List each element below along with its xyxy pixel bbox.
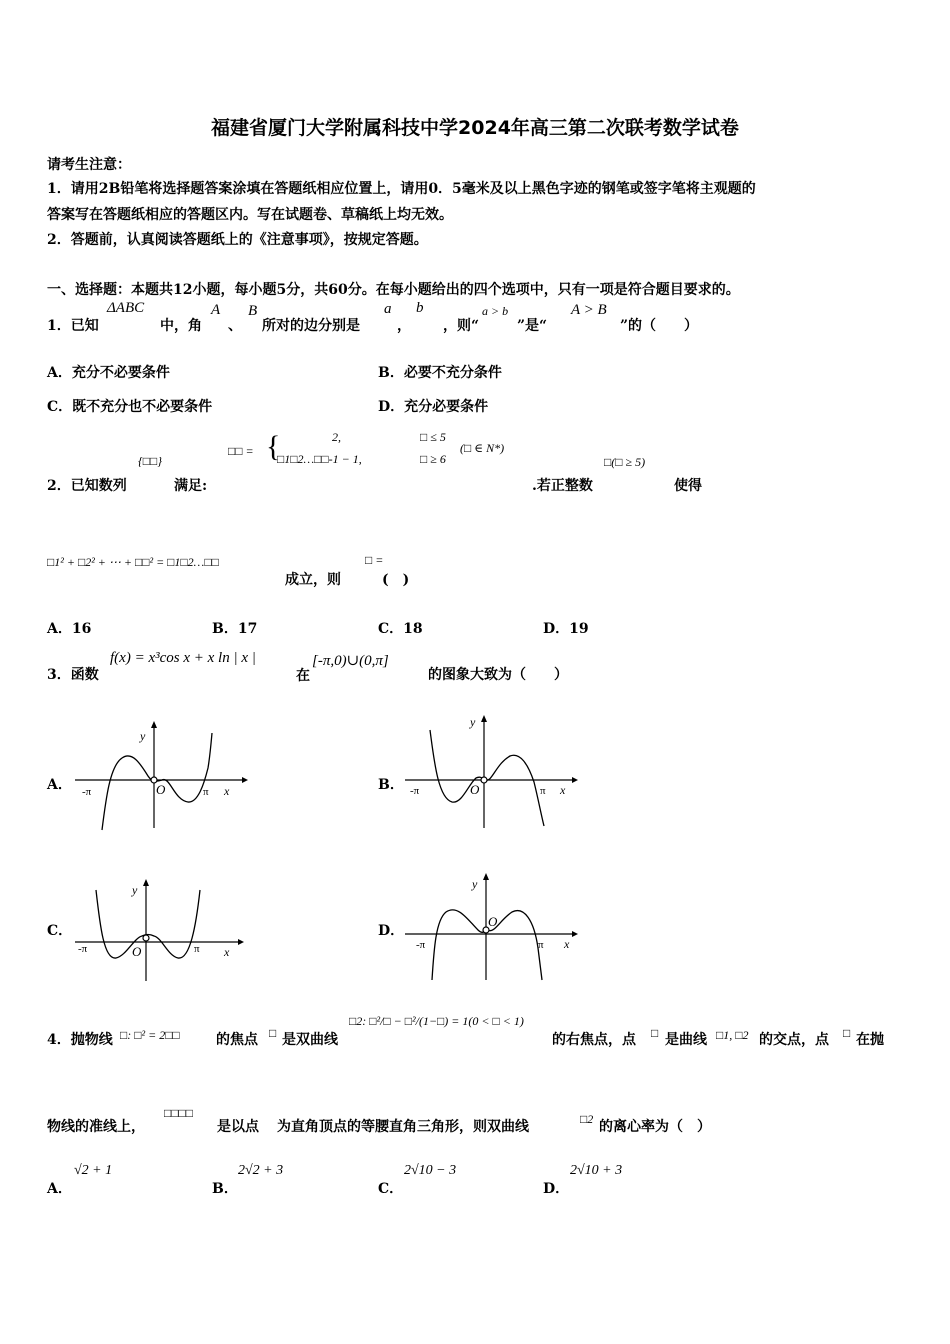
q4-math-triangle: □□□□ [164, 1106, 193, 1120]
q4-option-d-value: 2√10 + 3 [570, 1163, 623, 1178]
notice-line-2: 答案写在答题纸相应的答题区内。写在试题卷、草稿纸上均无效。 [47, 207, 453, 223]
q2-math-case2-cond: □ ≥ 6 [420, 452, 446, 466]
origin-label: O [488, 914, 498, 929]
axis-y-label: y [470, 715, 476, 729]
pi-label: π [203, 786, 209, 798]
q3-option-a[interactable]: A． [47, 777, 72, 793]
q4-text: 是曲线 [665, 1032, 707, 1048]
section-heading: 一、选择题：本题共12小题，每小题5分，共60分。在每小题给出的四个选项中，只有一项是符合题目要求的。 [47, 282, 740, 298]
pi-label: π [538, 939, 544, 951]
q2-text: ( ) [382, 572, 410, 588]
q4-math-P: □ [651, 1026, 659, 1040]
q1-math-A: A [211, 302, 221, 318]
q2-text: 满足: [174, 478, 208, 494]
axis-y-label: y [132, 883, 138, 897]
q2-text: .若正整数 [532, 478, 593, 494]
q1-math-B: B [248, 303, 258, 319]
q4-text: 的右焦点，点 [552, 1032, 636, 1048]
q1-option-a[interactable]: A．充分不必要条件 [47, 365, 170, 381]
neg-pi-label: -π [82, 786, 92, 798]
q4-text: 的焦点 [216, 1032, 258, 1048]
neg-pi-label: -π [410, 785, 420, 797]
q3-math-function: f(x) = x³cos x + x ln | x | [110, 650, 256, 666]
q4-math-parabola: □: □² = 2□□ [120, 1028, 180, 1042]
q2-math-def-lhs: □□ = [228, 444, 254, 458]
axis-x-label: x [224, 784, 230, 798]
q1-text: 中，角 [160, 318, 202, 334]
q2-option-b[interactable]: B．17 [212, 621, 258, 637]
q3-graph-c [70, 876, 250, 986]
q1-math-A-gt-B: A > B [571, 302, 607, 318]
q2-option-c[interactable]: C．18 [378, 621, 423, 637]
q4-text: 物线的准线上， [47, 1119, 145, 1135]
q3-graph-b [400, 710, 580, 830]
q4-option-c-value: 2√10 − 3 [404, 1163, 457, 1178]
q4-option-b[interactable]: B． [212, 1181, 238, 1197]
q3-text: 在 [296, 668, 310, 684]
q4-text: 的交点，点 [759, 1032, 829, 1048]
origin-label: O [470, 782, 480, 797]
q4-math-hyperbola: □2: □²/□ − □²/(1−□) = 1(0 < □ < 1) [349, 1014, 524, 1028]
q4-option-b-value: 2√2 + 3 [238, 1163, 284, 1178]
q1-text: 、 [228, 318, 242, 334]
q4-option-a-value: √2 + 1 [74, 1163, 113, 1178]
q1-option-c[interactable]: C．既不充分也不必要条件 [47, 399, 213, 415]
q4-option-d[interactable]: D． [543, 1181, 570, 1197]
q1-math-a-gt-b: a > b [482, 304, 509, 318]
q2-brace-icon: { [266, 430, 281, 463]
notice-line-3: 2．答题前，认真阅读答题纸上的《注意事项》，按规定答题。 [47, 232, 428, 248]
q1-text: ”是“ [517, 318, 548, 334]
q1-option-d[interactable]: D．充分必要条件 [378, 399, 489, 415]
q2-text: 使得 [674, 478, 702, 494]
pi-label: π [194, 943, 200, 955]
q4-text: 在抛 [856, 1032, 884, 1048]
q1-math-triangle: ΔABC [107, 300, 145, 316]
axis-x-label: x [564, 937, 570, 951]
neg-pi-label: -π [416, 939, 426, 951]
axis-x-label: x [560, 783, 566, 797]
axis-x-label: x [224, 945, 230, 959]
notice-line-1: 1．请用2B铅笔将选择题答案涂填在答题纸相应位置上，请用0．5毫米及以上黑色字迹的钢笔或签字笔将主观题的 [47, 181, 756, 197]
q3-math-interval: [-π,0)∪(0,π] [312, 653, 389, 669]
origin-label: O [156, 782, 166, 797]
axis-y-label: y [140, 729, 146, 743]
q1-option-b[interactable]: B．必要不充分条件 [378, 365, 502, 381]
q4-text: 4．抛物线 [47, 1032, 113, 1048]
q4-text: 为直角顶点的等腰直角三角形，则双曲线 [277, 1119, 529, 1135]
q4-text: 的离心率为（ ） [599, 1119, 711, 1135]
q4-math-F: □ [269, 1026, 277, 1040]
q3-graph-a [70, 718, 250, 833]
q2-math-box: □ = [365, 553, 384, 567]
q2-text: 2．已知数列 [47, 478, 127, 494]
q1-text: ”的（ ） [620, 318, 699, 334]
q3-option-b[interactable]: B． [378, 777, 404, 793]
q2-math-case1-cond: □ ≤ 5 [420, 430, 446, 444]
q1-text: ， [397, 318, 411, 334]
page-title: 福建省厦门大学附属科技中学2024年高三第二次联考数学试卷 [211, 117, 739, 139]
q1-text: ，则“ [443, 318, 480, 334]
q1-math-b: b [416, 300, 424, 316]
q2-text: 成立，则 [285, 572, 341, 588]
q3-graph-d [400, 868, 580, 983]
q4-math-curves: □1, □2 [716, 1028, 749, 1042]
q4-math-Q: □ [843, 1026, 851, 1040]
q2-math-sequence: {□□} [138, 454, 163, 468]
q4-text: 是以点 [217, 1119, 259, 1135]
q3-text: 的图象大致为（ ） [428, 667, 568, 683]
q4-option-c[interactable]: C． [378, 1181, 404, 1197]
q4-text: 是双曲线 [282, 1032, 338, 1048]
q3-option-c[interactable]: C． [47, 923, 73, 939]
q1-text: 所对的边分别是 [262, 318, 360, 334]
neg-pi-label: -π [78, 943, 88, 955]
notice-heading: 请考生注意： [47, 157, 131, 173]
q3-text: 3．函数 [47, 667, 99, 683]
q2-option-d[interactable]: D．19 [543, 621, 589, 637]
origin-label: O [132, 944, 142, 959]
q2-math-cond: □(□ ≥ 5) [604, 455, 646, 469]
q3-option-d[interactable]: D． [378, 923, 405, 939]
q2-math-case2: □1□2…□□-1 − 1, [277, 452, 362, 466]
q1-text: 1．已知 [47, 318, 99, 334]
q4-option-a[interactable]: A． [47, 1181, 72, 1197]
axis-y-label: y [472, 877, 478, 891]
q2-math-case1: 2, [332, 430, 341, 444]
q2-math-domain: (□ ∈ N*) [460, 441, 505, 455]
q1-math-a: a [384, 301, 392, 317]
q4-math-c2: □2 [580, 1112, 594, 1126]
q2-math-equation: □1² + □2² + ⋯ + □□² = □1□2…□□ [47, 555, 219, 569]
q2-option-a[interactable]: A．16 [47, 621, 92, 637]
pi-label: π [540, 785, 546, 797]
